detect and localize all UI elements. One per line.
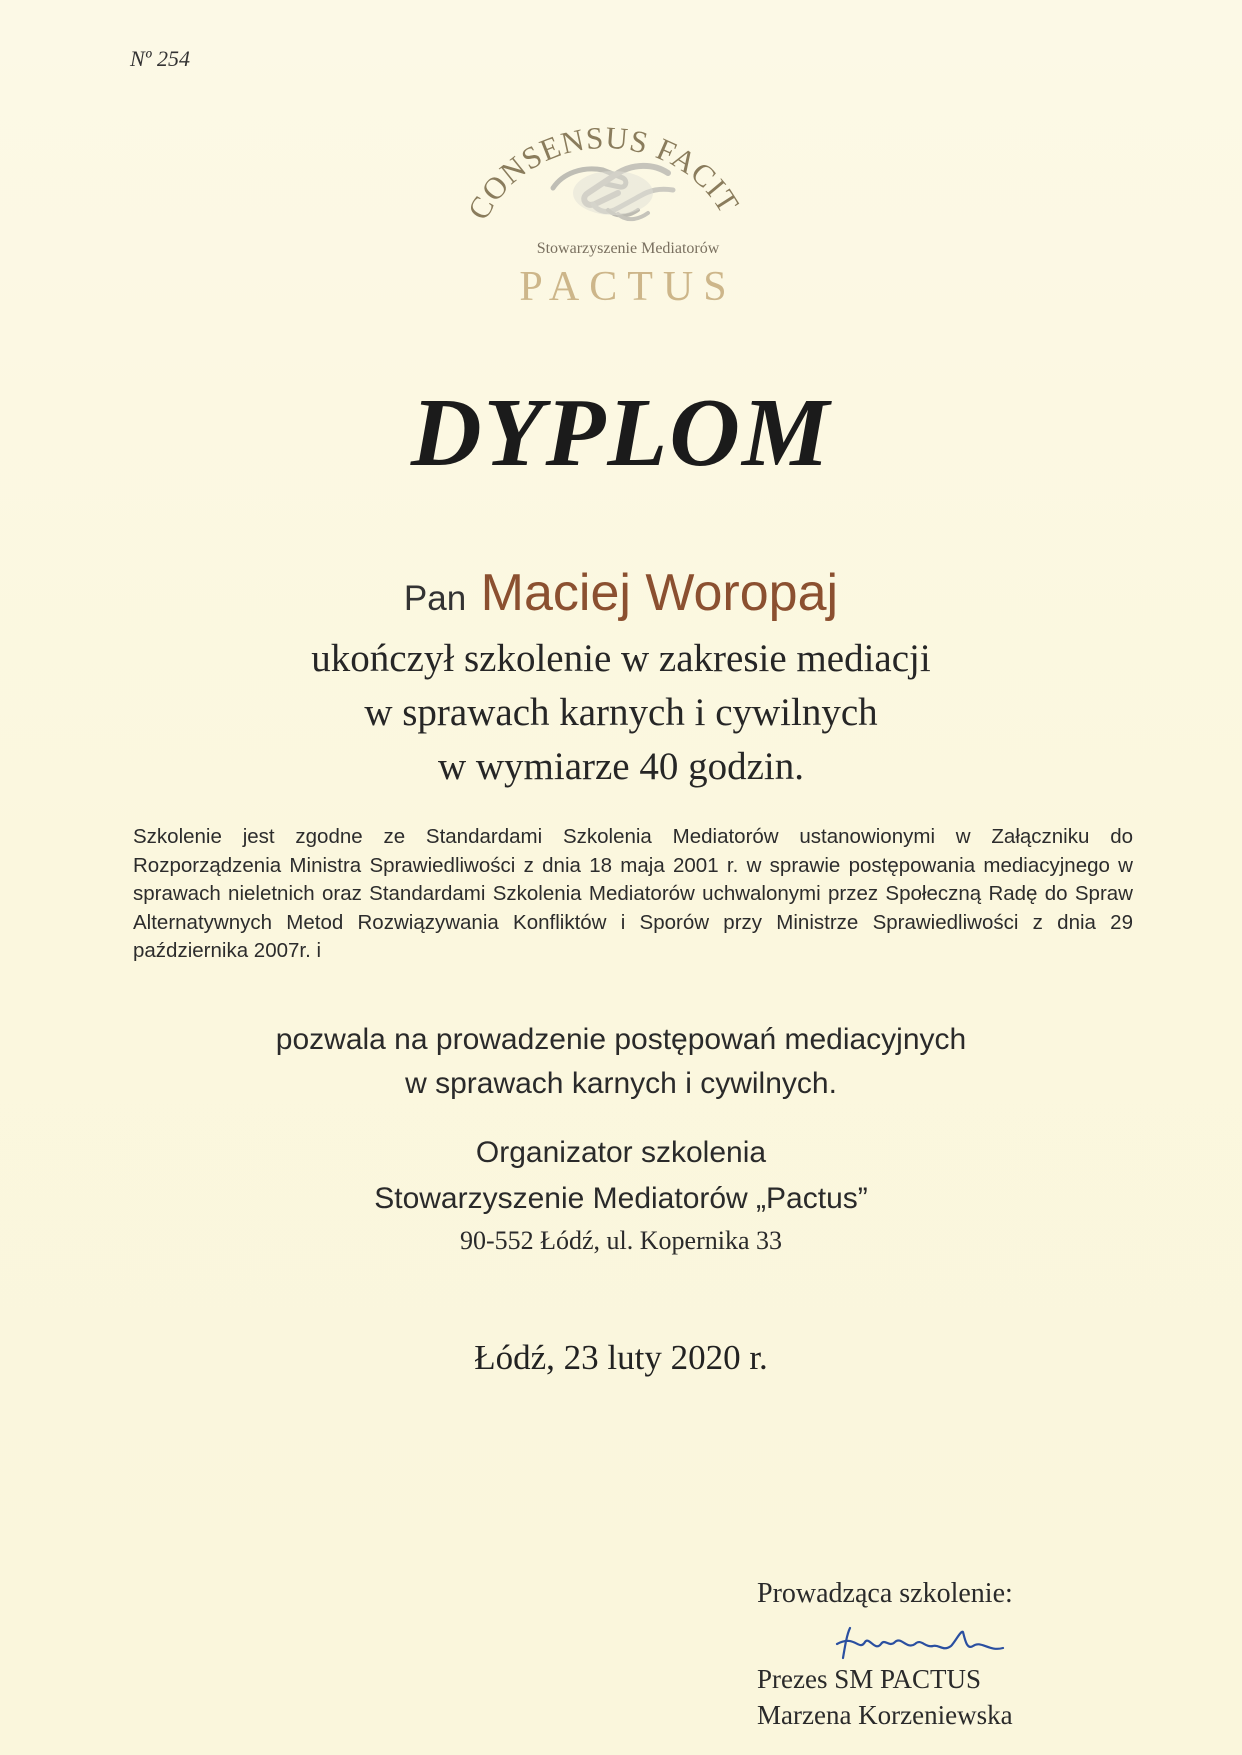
logo-emblem xyxy=(468,78,788,248)
certificate-number: Nº 254 xyxy=(130,46,190,71)
logo-name: PACTUS xyxy=(519,264,737,310)
permission-line: pozwala na prowadzenie postępowań mediacyjnych xyxy=(275,1023,967,1056)
logo-motto-path: ONSENSUS FACIT xyxy=(474,119,747,220)
permission-statement xyxy=(0,1018,1242,1106)
organizer-label: Organizator szkolenia xyxy=(475,1136,767,1169)
handshake-icon xyxy=(553,166,673,219)
permission-line: w sprawach karnych i cywilnych. xyxy=(405,1067,837,1100)
signer-name: Marzena Korzeniewska xyxy=(757,1700,1013,1730)
standards-paragraph: Szkolenie jest zgodne ze Standardami Szkolenia Mediatorów ustanowionymi w Załączniku do Rozporządzenia Ministra Sprawiedliwości z dnia 18 maja 2001 r. w sprawie postępowania mediacyjnego w sprawach nieletnich oraz Standardami Szkolenia Mediatorów uchwalonymi przez Społeczną Radę do Spraw Alternatywnych Metod Rozwiązywania Konfliktów i Sporów przy Ministrze Sprawiedliwości z dnia 29 października 2007r. i xyxy=(133,825,1133,962)
signer-role: Prowadząca szkolenie: xyxy=(757,1578,1013,1609)
recipient-prefix: Pan xyxy=(403,579,467,618)
organizer-name: Stowarzyszenie Mediatorów „Pactus” xyxy=(374,1182,868,1215)
diploma-title: DYPLOM xyxy=(410,379,832,487)
completion-line: ukończył szkolenie w zakresie mediacji xyxy=(311,637,931,680)
completion-line: w sprawach karnych i cywilnych xyxy=(364,691,878,734)
recipient-name: Maciej Woropaj xyxy=(480,564,839,622)
recipient xyxy=(0,564,1242,622)
place-and-date: Łódź, 23 luty 2020 r. xyxy=(474,1338,768,1377)
pactus-logo xyxy=(468,78,788,318)
handwritten-signature xyxy=(825,1622,1025,1666)
signer-title: Prezes SM PACTUS xyxy=(757,1664,982,1694)
completion-line: w wymiarze 40 godzin. xyxy=(437,745,805,788)
logo-subtitle: Stowarzyszenie Mediatorów xyxy=(536,240,720,257)
completion-statement xyxy=(0,632,1242,794)
organizer-block xyxy=(0,1130,1242,1222)
organizer-address: 90-552 Łódź, ul. Kopernika 33 xyxy=(459,1226,783,1255)
